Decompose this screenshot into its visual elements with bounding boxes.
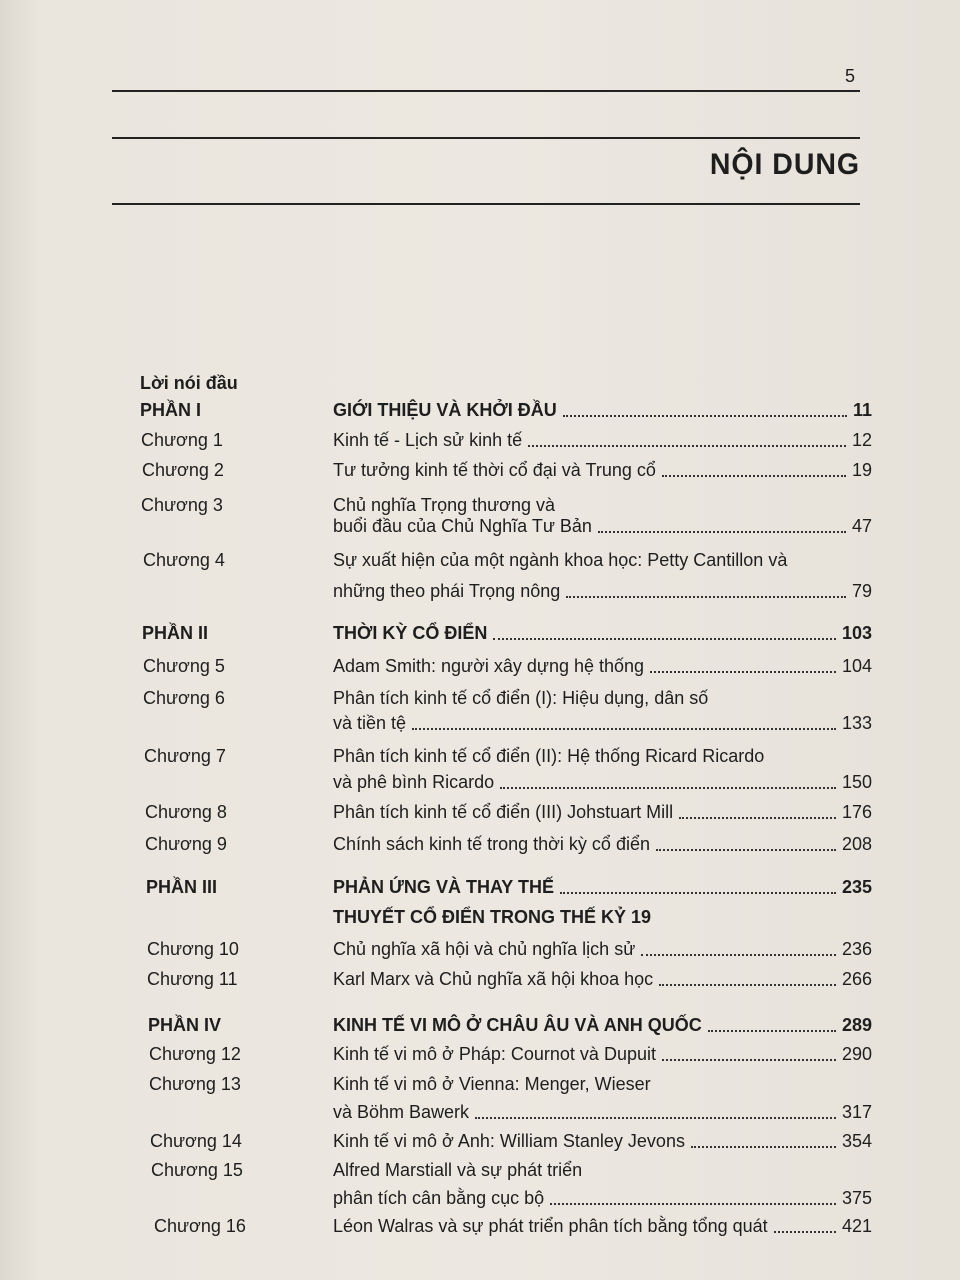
toc-entry-page: 235 — [841, 877, 872, 897]
toc-entry-label: PHẦN III — [146, 877, 218, 897]
toc-entry-page: 103 — [841, 623, 872, 643]
toc-dot-leader — [475, 1117, 836, 1119]
heading-rule-top — [112, 137, 860, 139]
toc-entry-label: Chương 5 — [143, 656, 225, 676]
toc-entry-page: 104 — [841, 656, 872, 676]
toc-entry-label: Chương 12 — [149, 1044, 241, 1064]
toc-entry-title: và tiền tệ — [333, 713, 407, 733]
toc-dot-leader — [500, 787, 836, 789]
page-number: 5 — [845, 66, 856, 86]
toc-dot-leader — [412, 728, 836, 730]
toc-dot-leader — [560, 892, 836, 894]
toc-entry-label: Chương 9 — [145, 834, 227, 854]
toc-entry-title: Phân tích kinh tế cổ điển (II): Hệ thống Ricard Ricardo — [333, 746, 765, 766]
toc-entry-title: phân tích cân bằng cục bộ — [333, 1188, 545, 1208]
toc-dot-leader — [641, 954, 836, 956]
toc-dot-leader — [659, 984, 836, 986]
toc-entry-title: Chủ nghĩa xã hội và chủ nghĩa lịch sử — [333, 939, 636, 959]
toc-entry-title: buổi đầu của Chủ Nghĩa Tư Bản — [333, 516, 592, 536]
toc-entry-title: những theo phái Trọng nông — [333, 581, 561, 601]
heading-rule-bottom — [112, 203, 860, 205]
toc-entry-title: Karl Marx và Chủ nghĩa xã hội khoa học — [333, 969, 654, 989]
toc-entry-title: và phê bình Ricardo — [333, 772, 495, 792]
toc-entry-label: Chương 7 — [144, 746, 226, 766]
toc-entry-label: Chương 6 — [143, 688, 225, 708]
toc-entry-title: Phân tích kinh tế cổ điển (III) Johstuart Mill — [333, 802, 674, 822]
toc-dot-leader — [563, 415, 847, 417]
top-rule — [112, 90, 860, 92]
toc-entry-page: 47 — [851, 516, 872, 536]
toc-entry-label: Chương 10 — [147, 939, 239, 959]
toc-entry-page: 289 — [841, 1015, 872, 1035]
toc-dot-leader — [662, 1059, 836, 1061]
toc-entry-title: Alfred Marstiall và sự phát triển — [333, 1160, 583, 1180]
toc-entry-label: Chương 2 — [142, 460, 224, 480]
toc-dot-leader — [566, 596, 846, 598]
toc-entry-label: Chương 15 — [151, 1160, 243, 1180]
toc-entry-title: Kinh tế vi mô ở Pháp: Cournot và Dupuit — [333, 1044, 656, 1064]
toc-entry-title: Tư tưởng kinh tế thời cổ đại và Trung cổ — [333, 460, 656, 480]
toc-entry-title: Sự xuất hiện của một ngành khoa học: Petty Cantillon và — [333, 550, 788, 570]
toc-entry-label: Chương 16 — [154, 1216, 246, 1236]
toc-entry-page: 236 — [841, 939, 872, 959]
toc-entry-title: Phân tích kinh tế cổ điển (I): Hiệu dụng, dân số — [333, 688, 709, 708]
toc-dot-leader — [691, 1146, 836, 1148]
toc-entry-label: PHẦN II — [142, 623, 209, 643]
toc-entry-title: Kinh tế - Lịch sử kinh tế — [333, 430, 523, 450]
toc-entry-label: Chương 13 — [149, 1074, 241, 1094]
toc-entry-title: KINH TẾ VI MÔ Ở CHÂU ÂU VÀ ANH QUỐC — [333, 1015, 702, 1035]
toc-entry-title: PHẢN ỨNG VÀ THAY THẾ — [333, 877, 554, 897]
page-heading: NỘI DUNG — [709, 148, 860, 181]
toc-entry-label: Chương 3 — [141, 495, 223, 515]
toc-entry-page: 12 — [851, 430, 872, 450]
toc-dot-leader — [679, 817, 836, 819]
toc-dot-leader — [528, 445, 846, 447]
toc-entry-label: Chương 4 — [143, 550, 225, 570]
toc-entry-title: Kinh tế vi mô ở Vienna: Menger, Wieser — [333, 1074, 651, 1094]
toc-entry-label: Lời nói đầu — [140, 373, 238, 393]
toc-entry-label: PHẦN I — [140, 400, 202, 420]
toc-dot-leader — [774, 1231, 836, 1233]
toc-entry-label: PHẦN IV — [148, 1015, 222, 1035]
toc-entry-page: 150 — [841, 772, 872, 792]
toc-entry-page: 11 — [852, 400, 872, 420]
toc-entry-title: Adam Smith: người xây dựng hệ thống — [333, 656, 645, 676]
toc-dot-leader — [656, 849, 836, 851]
toc-entry-page: 354 — [841, 1131, 872, 1151]
toc-entry-page: 266 — [841, 969, 872, 989]
toc-entry-title: Chính sách kinh tế trong thời kỳ cổ điển — [333, 834, 650, 854]
toc-entry-page: 208 — [841, 834, 872, 854]
toc-entry-title: THUYẾT CỔ ĐIỂN TRONG THẾ KỶ 19 — [333, 907, 652, 927]
toc-dot-leader — [650, 671, 836, 673]
toc-dot-leader — [493, 638, 836, 640]
toc-entry-title: Kinh tế vi mô ở Anh: William Stanley Jevons — [333, 1131, 685, 1151]
toc-dot-leader — [598, 531, 846, 533]
toc-entry-page: 19 — [851, 460, 872, 480]
toc-entry-page: 421 — [841, 1216, 872, 1236]
toc-entry-page: 375 — [841, 1188, 872, 1208]
toc-entry-title: Chủ nghĩa Trọng thương và — [333, 495, 555, 515]
toc-entry-label: Chương 14 — [150, 1131, 242, 1151]
toc-entry-title: THỜI KỲ CỔ ĐIỂN — [333, 623, 488, 643]
toc-dot-leader — [550, 1203, 836, 1205]
toc-entry-label: Chương 11 — [147, 969, 238, 989]
toc-entry-title: Léon Walras và sự phát triển phân tích bằng tổng quát — [333, 1216, 768, 1236]
toc-entry-page: 290 — [841, 1044, 872, 1064]
toc-entry-label: Chương 1 — [141, 430, 223, 450]
toc-entry-page: 317 — [841, 1102, 872, 1122]
toc-entry-page: 176 — [841, 802, 872, 822]
toc-entry-label: Chương 8 — [145, 802, 227, 822]
toc-dot-leader — [662, 475, 846, 477]
toc-dot-leader — [708, 1030, 836, 1032]
toc-entry-title: GIỚI THIỆU VÀ KHỞI ĐẦU — [333, 400, 557, 420]
toc-entry-title: và Böhm Bawerk — [333, 1102, 470, 1122]
toc-entry-page: 79 — [851, 581, 872, 601]
toc-entry-page: 133 — [841, 713, 872, 733]
